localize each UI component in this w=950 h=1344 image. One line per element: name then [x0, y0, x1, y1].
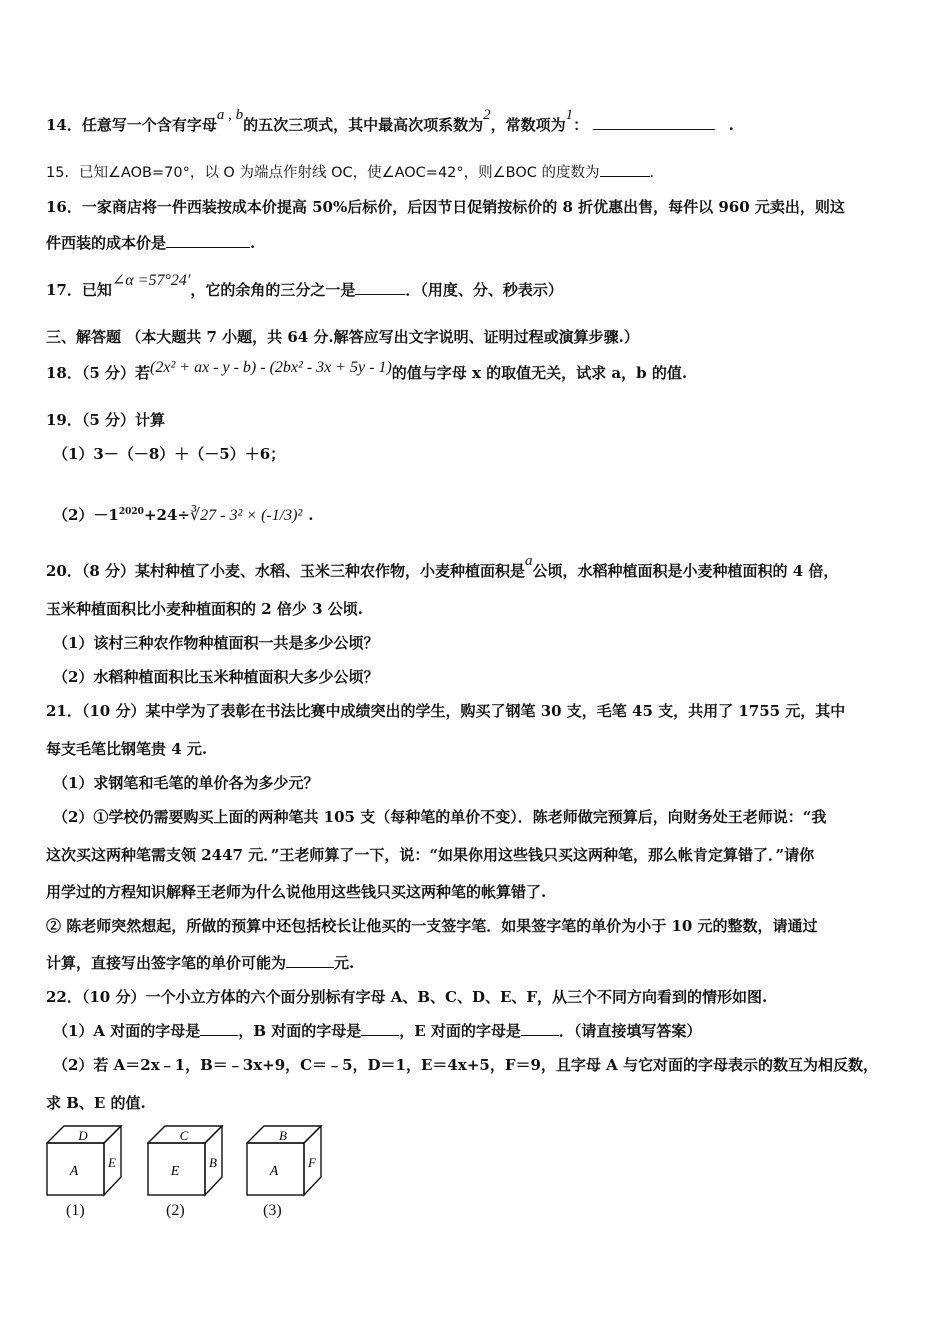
- q22-p1-d: ．（请直接填写答案）: [558, 1022, 702, 1040]
- question-20-line1: [46, 553, 839, 582]
- question-16-line1: 16．一家商店将一件西装按成本价提高 50%后标价，后因节日促销按标价的 8 折优惠出售，每件以 960 元卖出，则这: [46, 198, 845, 216]
- question-22-part1: [53, 1021, 701, 1041]
- cube1-top-letter: D: [78, 1128, 88, 1143]
- q17-text-end: ．（用度、分、秒表示）: [405, 281, 563, 299]
- question-22-part2-line2: 求 B、E 的值.: [46, 1094, 146, 1112]
- q21-p3-text: 计算，直接写出签字笔的单价可能为: [46, 954, 287, 972]
- q14-text-start: 14．任意写一个含有字母: [46, 116, 217, 134]
- cube-figure-2: [147, 1125, 229, 1197]
- q15-period: .: [649, 165, 655, 181]
- q14-answer-blank[interactable]: [593, 115, 715, 130]
- question-22-part2-line1: （2）若 A＝2x﹣1，B＝﹣3x+9，C＝﹣5，D＝1，E＝4x+5，F＝9，且字母 A 与它对面的字母表示的数互为相反数，: [53, 1056, 878, 1074]
- q18-polynomial: (2x² + ax - y - b) - (2bx² - 3x + 5y - 1): [150, 359, 392, 376]
- question-21-part2-line1: （2）①学校仍需要购买上面的两种笔共 105 支（每种笔的单价不变）．陈老师做完预算后，向财务处王老师说：“我: [53, 808, 827, 826]
- cube3-top-letter: B: [279, 1128, 287, 1143]
- q16-period: .: [250, 234, 256, 252]
- cube3-side-letter: F: [308, 1155, 316, 1170]
- q18-text-end: 的值与字母 x 的取值无关，试求 a，b 的值.: [391, 364, 688, 382]
- q14-variables: a , b: [216, 107, 244, 123]
- q18-text-start: 18．（5 分）若: [46, 364, 151, 382]
- q20-text-end: 公顷，水稻种植面积是小麦种植面积的 4 倍，: [532, 562, 839, 580]
- cube2-caption: (2): [166, 1202, 185, 1219]
- question-21-part1: （1）求钢笔和毛笔的单价各为多少元？: [53, 774, 319, 792]
- q15-text: 15．已知∠AOB=70°，以 O 为端点作射线 OC，使∠AOC=42°，则∠BOC 的度数为: [46, 165, 600, 181]
- q22-p1-b: ，B 对面的字母是: [238, 1022, 362, 1040]
- question-22-line1: 22．（10 分）一个小立方体的六个面分别标有字母 A、B、C、D、E、F，从三个不同方向看到的情形如图.: [46, 988, 768, 1006]
- question-17: [46, 272, 563, 301]
- q17-answer-blank[interactable]: [355, 280, 405, 295]
- cube-figure-1: [46, 1125, 128, 1197]
- q22-blank-e[interactable]: [521, 1021, 559, 1036]
- cube3-front-letter: A: [269, 1164, 279, 1179]
- q17-text-start: 17．已知: [46, 281, 112, 299]
- question-16-line2: [46, 233, 255, 253]
- question-21-part3-line1: ② 陈老师突然想起，所做的预算中还包括校长让他买的一支签字笔．如果签字笔的单价为小于 10 元的整数，请通过: [46, 917, 818, 935]
- q22-blank-a[interactable]: [200, 1021, 238, 1036]
- q14-coefficient: 2: [483, 107, 491, 123]
- q14-period: .: [728, 116, 734, 134]
- cube2-top-letter: C: [179, 1128, 189, 1143]
- q14-text-mid1: 的五次三项式，其中最高次项系数为: [243, 116, 484, 134]
- question-21-line2: 每支毛笔比钢笔贵 4 元.: [46, 740, 208, 758]
- q16-answer-blank[interactable]: [166, 233, 250, 248]
- q20-variable: a: [525, 553, 533, 569]
- question-18: [46, 359, 688, 384]
- question-20-line2: 玉米种植面积比小麦种植面积的 2 倍少 3 公顷.: [46, 600, 363, 618]
- cube2-side-letter: B: [209, 1155, 217, 1170]
- q19-p2-start: （2）－1: [53, 506, 119, 524]
- question-15: [46, 162, 654, 183]
- q19-p2-mid: +24÷: [143, 506, 190, 524]
- question-20-part2: （2）水稻种植面积比玉米种植面积大多少公顷？: [53, 668, 379, 686]
- cube1-front-letter: A: [69, 1164, 79, 1179]
- question-19-title: 19．（5 分）计算: [46, 411, 166, 429]
- q14-colon: ：: [573, 116, 589, 134]
- cube1-side-letter: E: [108, 1155, 116, 1170]
- q14-constant: 1: [565, 107, 574, 123]
- question-21-part2-line3: 用学过的方程知识解释王老师为什么说他用这些钱只买这两种笔的帐算错了.: [46, 883, 547, 901]
- q21-answer-blank[interactable]: [286, 953, 334, 968]
- q15-answer-blank[interactable]: [600, 162, 650, 177]
- q19-p2-formula: ∛27 - 3² × (-1/3)²: [189, 507, 303, 524]
- q19-p2-period: .: [308, 506, 314, 524]
- question-20-part1: （1）该村三种农作物种植面积一共是多少公顷？: [53, 634, 379, 652]
- cube1-caption: (1): [66, 1202, 85, 1219]
- q21-p3-end: 元.: [334, 954, 355, 972]
- cube3-caption: (3): [263, 1202, 282, 1219]
- section-3-heading: 三、解答题 （本大题共 7 小题，共 64 分.解答应写出文字说明、证明过程或演算步骤.）: [46, 328, 639, 346]
- q17-angle-formula: ∠α =57°24′: [111, 272, 191, 289]
- q22-p1-a: （1）A 对面的字母是: [53, 1022, 201, 1040]
- q20-text-start: 20．（8 分）某村种植了小麦、水稻、玉米三种农作物，小麦种植面积是: [46, 562, 526, 580]
- cube2-front-letter: E: [170, 1164, 180, 1179]
- q19-p2-exponent: 2020: [118, 507, 144, 517]
- cube-figure-3: [246, 1125, 328, 1197]
- question-21-part3-line2: [46, 953, 354, 973]
- question-19-part2: [53, 502, 314, 526]
- question-19-part1: （1）3－（－8）＋（－5）＋6；: [53, 445, 286, 463]
- q17-text-mid: ，它的余角的三分之一是: [190, 281, 356, 299]
- question-14: [46, 107, 734, 136]
- question-21-line1: 21．（10 分）某中学为了表彰在书法比赛中成绩突出的学生，购买了钢笔 30 支，毛笔 45 支，共用了 1755 元，其中: [46, 702, 846, 720]
- q22-p1-c: ，E 对面的字母是: [399, 1022, 521, 1040]
- question-21-part2-line2: 这次买这两种笔需支领 2447 元．”王老师算了一下，说：“如果你用这些钱只买这两种笔，那么帐肯定算错了．”请你: [46, 846, 815, 864]
- q16-text: 件西装的成本价是: [46, 234, 167, 252]
- q22-blank-b[interactable]: [361, 1021, 399, 1036]
- q14-text-mid2: ，常数项为: [490, 116, 566, 134]
